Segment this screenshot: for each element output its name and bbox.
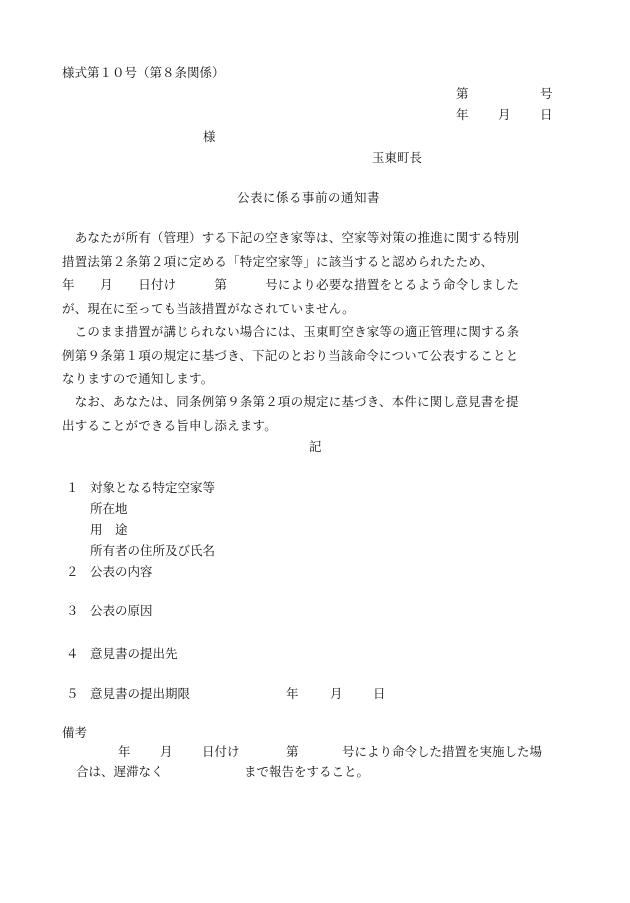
remarks-dai: 第 (286, 744, 299, 759)
body-paragraph-2 (62, 320, 578, 391)
item-number: ２ (66, 564, 79, 579)
date-day: 日 (540, 107, 553, 122)
item-label: 意見書の提出先 (90, 646, 178, 661)
remarks-day: 日付け (202, 744, 240, 759)
body-line: 例第９条第１項の規定に基づき、下記のとおり当該命令について公表することと (62, 347, 519, 363)
number-prefix: 第 (456, 86, 469, 101)
body-line: なりますので通知します。 (62, 371, 214, 386)
item-number: ３ (66, 603, 79, 618)
item-number: ５ (66, 686, 79, 701)
remarks-rest: 号により命令した措置を実施した場 (342, 744, 543, 759)
deadline-year: 年 (286, 686, 299, 701)
sender-name: 玉東町長 (372, 150, 423, 165)
date-year: 年 (456, 107, 469, 122)
body-line: 年 月 日付け 第 号により必要な措置をとるよう命令しました (62, 277, 520, 292)
deadline-month: 月 (330, 686, 343, 701)
remarks-line2-b: まで報告をすること。 (244, 764, 370, 779)
addressee-honorific: 様 (203, 129, 216, 144)
number-suffix: 号 (540, 86, 553, 101)
remarks-month: 月 (160, 744, 173, 759)
sub-item-label: 所有者の住所及び氏名 (90, 543, 216, 558)
body-line: なお、あなたは、同条例第９条第２項の規定に基づき、本件に関し意見書を提 (62, 394, 519, 409)
body-line: あなたが所有（管理）する下記の空き家等は、空家等対策の推進に関する特別 (62, 230, 520, 245)
sub-item-label: 所在地 (90, 501, 128, 516)
sub-item-label: 用 途 (90, 522, 128, 537)
form-label: 様式第１０号（第８条関係） (62, 65, 225, 80)
body-paragraph-3 (62, 390, 578, 437)
remarks-heading: 備考 (62, 725, 88, 740)
body-line: このまま措置が講じられない場合には、玉東町空き家等の適正管理に関する条 (62, 324, 520, 339)
item-label: 公表の原因 (90, 603, 153, 618)
remarks-year: 年 (118, 744, 131, 759)
date-month: 月 (498, 107, 511, 122)
item-number: ４ (66, 646, 79, 661)
remarks-line2-a: 合は、遅滞なく (76, 764, 164, 779)
body-line: 出することができる旨申し添えます。 (62, 417, 277, 433)
document-title: 公表に係る事前の通知書 (237, 190, 381, 205)
item-label: 公表の内容 (90, 564, 153, 579)
ki-heading: 記 (309, 439, 322, 454)
deadline-day: 日 (373, 686, 386, 701)
body-line: 措置法第２条第２項に定める「特定空家等」に該当すると認められたため、 (62, 253, 494, 269)
body-line: が、現在に至っても当該措置がなされていません。 (62, 300, 355, 316)
item-label: 意見書の提出期限 (90, 686, 191, 701)
item-number: １ (66, 480, 79, 495)
item-label: 対象となる特定空家等 (90, 480, 216, 495)
body-paragraph-1 (62, 226, 578, 320)
